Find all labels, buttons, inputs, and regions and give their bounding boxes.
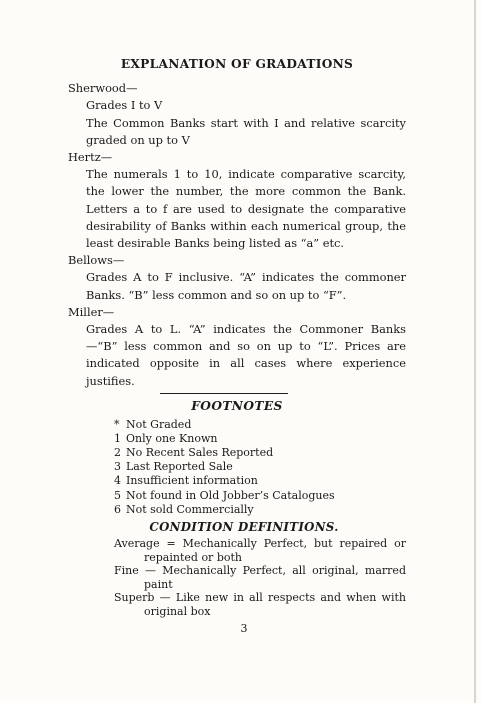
section-paragraph: The numerals 1 to 10, indicate comparative scarcity, the lower the number, the more common the Bank. Letters a to f are used to designate the comparative desirability of Banks within each numerical group, the least desirable Banks being listed as “a” etc. (86, 167, 406, 251)
section-paragraph: The Common Banks start with I and relative scarcity graded on up to V (86, 115, 406, 147)
footnote-text: Not found in Old Jobber’s Catalogues (126, 488, 335, 502)
section-paragraph: Grades A to L. “A” indicates the Commoner Banks —“B” less common and so on up to “L”. Prices are indicated opposite in all cases where experience justifies. (86, 322, 406, 388)
footnote-text: Only one Known (126, 432, 218, 446)
footnote-text: Last Reported Sale (126, 460, 233, 474)
page-number: 3 (240, 622, 248, 636)
footnote-mark: 4 (114, 474, 121, 488)
footnote-mark: 6 (114, 502, 121, 516)
document-page (68, 56, 406, 638)
footnotes-title: FOOTNOTES (191, 398, 283, 413)
footnote-item (114, 489, 406, 503)
conditions-title: CONDITION DEFINITIONS. (149, 519, 339, 534)
section-paragraph: Grades A to F inclusive. “A” indicates the commoner Banks. “B” less common and so on up to “F”. (86, 270, 406, 302)
section-heading: Sherwood— (68, 81, 138, 96)
footnote-item (114, 474, 406, 488)
condition-definition: Average = Mechanically Perfect, but repaired or repainted or both (114, 536, 406, 564)
footnote-mark: 2 (114, 446, 121, 460)
condition-definition: Superb — Like new in all respects and when with original box (114, 591, 406, 618)
section-sherwood (68, 80, 406, 149)
footnote-mark: 1 (114, 432, 121, 446)
section-miller (68, 304, 406, 390)
footnote-item (114, 432, 406, 446)
condition-definition: Fine — Mechanically Perfect, all original, marred paint (114, 564, 406, 591)
footnote-item (114, 503, 406, 517)
footnote-item (114, 460, 406, 474)
section-heading: Miller— (68, 304, 115, 319)
page-title: EXPLANATION OF GRADATIONS (120, 57, 354, 71)
section-paragraph: Grades I to V (86, 98, 163, 113)
separator-rule (160, 393, 288, 394)
footnote-mark: * (114, 418, 120, 432)
footnote-text: Not Graded (126, 418, 192, 432)
footnote-text: Insufficient information (126, 474, 258, 488)
footnote-text: No Recent Sales Reported (126, 446, 274, 460)
footnote-item (114, 418, 406, 432)
section-heading: Bellows— (68, 253, 125, 268)
footnote-item (114, 446, 406, 460)
page-edge-line (474, 0, 476, 703)
section-bellows (68, 252, 406, 304)
footnotes-list (68, 418, 406, 517)
section-hertz (68, 149, 406, 252)
footnote-mark: 5 (114, 488, 121, 502)
section-heading: Hertz— (68, 150, 113, 165)
footnote-text: Not sold Commercially (126, 502, 254, 516)
footnote-mark: 3 (114, 460, 121, 474)
